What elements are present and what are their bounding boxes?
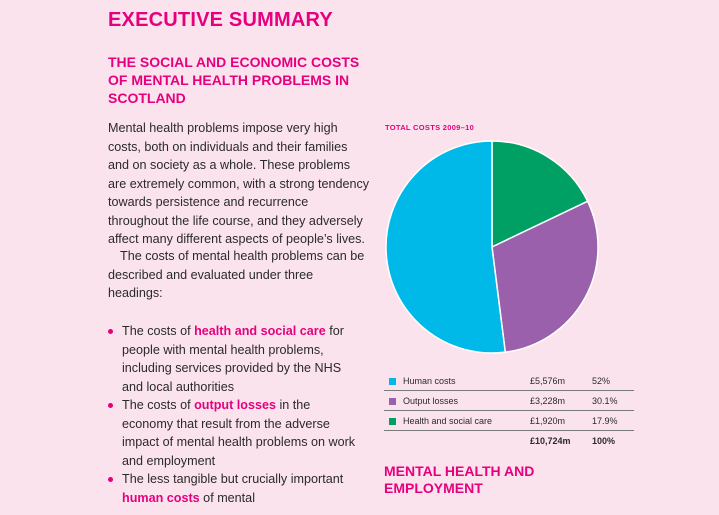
legend-amount: £3,228m <box>528 391 590 411</box>
intro-paragraph: Mental health problems impose very high costs, both on individuals and their families and on society as a whole. These problems are extremely common, with a strong tendency towards persistence and recurrence throughout the life course, and they adversely affect many different aspects of people’s lives. <box>108 121 370 246</box>
cost-headings-list <box>108 322 358 507</box>
legend-percent: 17.9% <box>590 411 634 431</box>
page-title: EXECUTIVE SUMMARY <box>108 9 333 31</box>
legend-label: Output losses <box>403 395 459 406</box>
legend-swatch <box>389 378 396 385</box>
bullet-text: The costs of <box>122 398 195 412</box>
bullet-text: The less tangible but crucially important <box>122 472 344 486</box>
bullet-icon <box>108 403 113 408</box>
bullet-text: for people with mental health problems, including services provided by the NHS and local authorities <box>122 324 344 394</box>
bullet-icon <box>108 329 113 334</box>
legend-amount: £5,576m <box>528 371 590 391</box>
legend-row <box>384 391 634 411</box>
legend-label: Human costs <box>403 375 456 386</box>
legend-row <box>384 411 634 431</box>
list-item <box>108 396 358 470</box>
bullet-text: in the economy that result from the adverse impact of mental health problems on work and employment <box>122 398 356 468</box>
legend-row <box>384 371 634 391</box>
bullet-highlight: human costs <box>122 490 200 505</box>
bullet-highlight: health and social care <box>194 324 326 338</box>
legend-swatch <box>389 418 396 425</box>
bullet-icon <box>108 477 113 482</box>
pie-slice-human-costs <box>386 141 505 353</box>
legend-total-row <box>384 431 634 451</box>
legend-amount: £1,920m <box>528 411 590 431</box>
section-heading: THE SOCIAL AND ECONOMIC COSTS OF MENTAL HEALTH PROBLEMS IN SCOTLAND <box>108 54 360 106</box>
chart-legend-table <box>384 371 634 450</box>
chart-title: TOTAL COSTS 2009–10 <box>385 123 475 132</box>
section-heading-employment: MENTAL HEALTH AND EMPLOYMENT <box>384 463 535 496</box>
bullet-highlight: output losses <box>194 398 276 412</box>
legend-label: Health and social care <box>403 415 493 426</box>
legend-swatch <box>389 398 396 405</box>
total-percent: 100% <box>592 435 616 446</box>
headings-paragraph: The costs of mental health problems can be described and evaluated under three headings: <box>108 249 365 300</box>
legend-percent: 30.1% <box>590 391 634 411</box>
bullet-text: The costs of <box>122 324 195 338</box>
legend-percent: 52% <box>590 371 634 391</box>
list-item <box>108 470 358 507</box>
bullet-text: of mental <box>199 490 255 505</box>
list-item <box>108 322 358 396</box>
pie-chart <box>380 135 604 359</box>
total-amount: £10,724m <box>530 435 571 446</box>
